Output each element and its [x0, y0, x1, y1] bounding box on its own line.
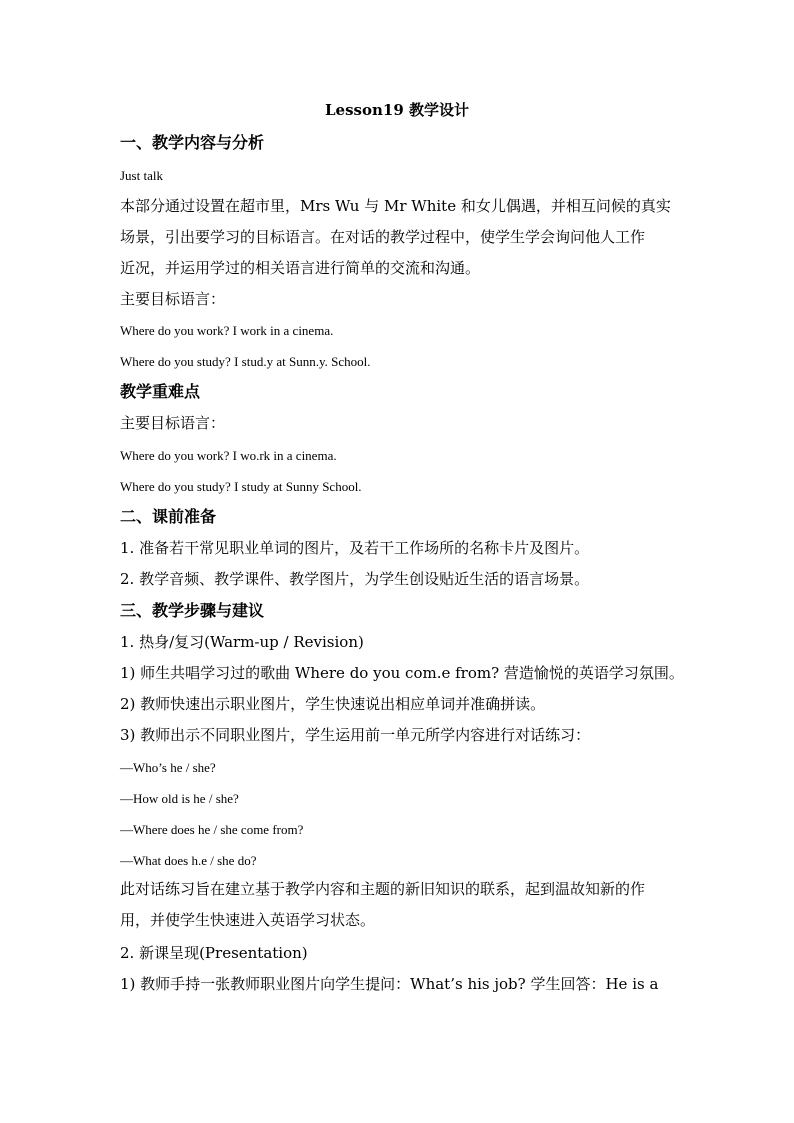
- list-item: 1) 教师手持一张教师职业图片向学生提问：What’s his job? 学生回答：He is a: [120, 975, 659, 993]
- paragraph-line: 此对话练习旨在建立基于教学内容和主题的新旧知识的联系，起到温故知新的作: [120, 880, 646, 898]
- section-heading-preparation: 二、课前准备: [120, 507, 217, 526]
- paragraph-line: 场景，引出要学习的目标语言。在对话的教学过程中，使学生学会询问他人工作: [120, 228, 646, 246]
- paragraph-line: 近况，并运用学过的相关语言进行简单的交流和沟通。: [120, 259, 481, 277]
- dialog-line: —What does h.e / she do?: [120, 853, 257, 868]
- step-title: 1. 热身/复习(Warm-up / Revision): [120, 633, 364, 651]
- paragraph-line: 本部分通过设置在超市里，Mrs Wu 与 Mr White 和女儿偶遇，并相互问候的真实: [120, 197, 671, 215]
- list-item: 2) 教师快速出示职业图片，学生快速说出相应单词并准确拼读。: [120, 695, 546, 713]
- target-line: Where do you work? I wo.rk in a cinema.: [120, 448, 337, 463]
- document-title: Lesson19 教学设计: [325, 101, 469, 119]
- list-item: 1) 师生共唱学习过的歌曲 Where do you com.e from? 营造愉悦的英语学习氛围。: [120, 664, 684, 682]
- dialog-line: —Who’s he / she?: [120, 760, 216, 775]
- target-line: Where do you work? I work in a cinema.: [120, 323, 334, 338]
- list-item: 1. 准备若干常见职业单词的图片，及若干工作场所的名称卡片及图片。: [120, 539, 590, 557]
- target-line: Where do you study? I study at Sunny School.: [120, 479, 362, 494]
- paragraph-line: 用，并使学生快速进入英语学习状态。: [120, 911, 376, 929]
- step-title: 2. 新课呈现(Presentation): [120, 944, 308, 962]
- section-heading-key-points: 教学重难点: [120, 382, 201, 401]
- target-language-label: 主要目标语言：: [120, 290, 226, 308]
- target-line: Where do you study? I stud.y at Sunn.y. School.: [120, 354, 371, 369]
- section-heading-content-analysis: 一、教学内容与分析: [120, 133, 265, 152]
- paragraph-dialog-purpose: [120, 874, 676, 936]
- paragraph-intro: [120, 191, 676, 284]
- target-language-label: 主要目标语言：: [120, 414, 226, 432]
- list-item: 2. 教学音频、教学课件、教学图片，为学生创设贴近生活的语言场景。: [120, 570, 590, 588]
- subtitle-just-talk: Just talk: [120, 168, 163, 183]
- section-heading-teaching-steps: 三、教学步骤与建议: [120, 601, 265, 620]
- dialog-line: —Where does he / she come from?: [120, 822, 304, 837]
- dialog-line: —How old is he / she?: [120, 791, 239, 806]
- list-item: 3) 教师出示不同职业图片，学生运用前一单元所学内容进行对话练习：: [120, 726, 591, 744]
